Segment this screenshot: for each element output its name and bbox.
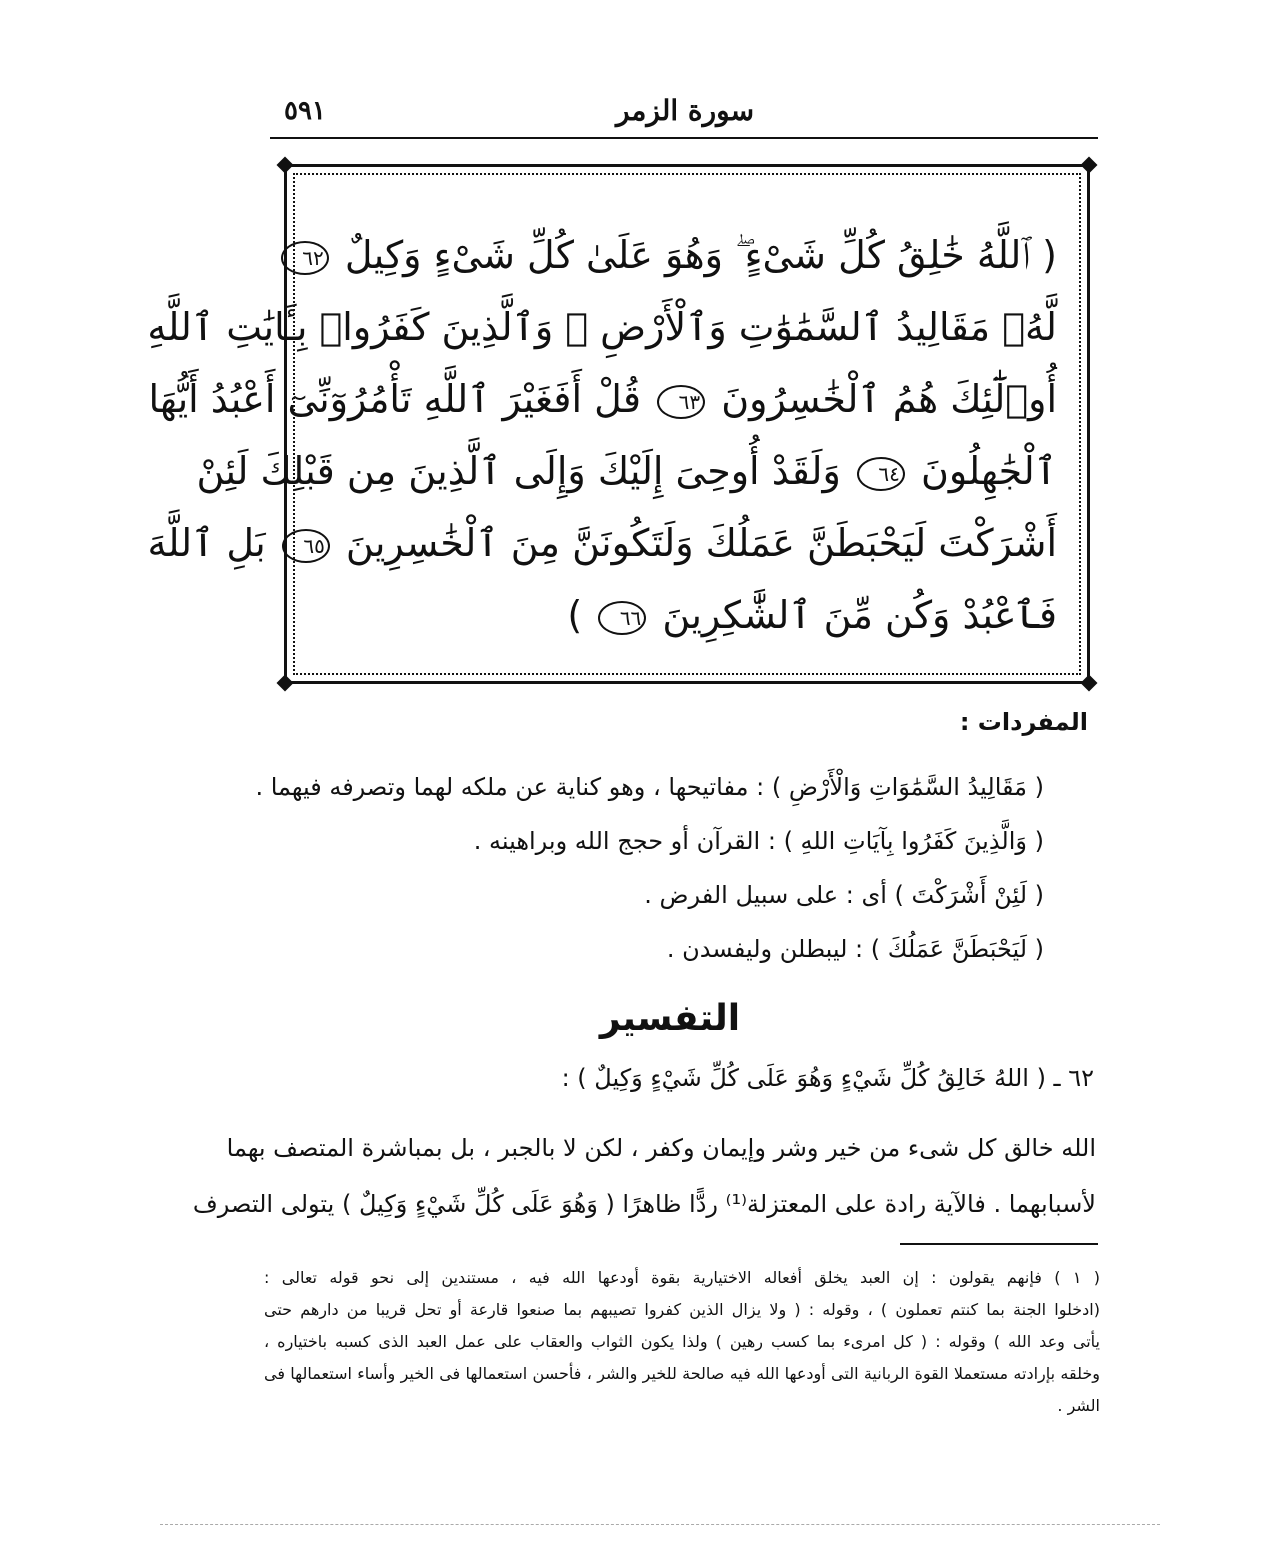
vocabulary-heading: المفردات :: [959, 708, 1088, 736]
verse-text: ( ٱللَّهُ خَٰلِقُ كُلِّ شَىْءٍ ۖ وَهُوَ عَلَىٰ كُلِّ شَىْءٍ وَكِيلٌ: [344, 233, 1057, 277]
footnotes: [264, 1262, 1100, 1422]
verse-text: وَلَقَدْ أُوحِىَ إِلَيْكَ وَإِلَى ٱلَّذِينَ مِن قَبْلِكَ لَئِنْ: [196, 449, 841, 493]
quran-verses: [147, 219, 1057, 651]
verse-line: [147, 507, 1057, 579]
ayah-number-marker: ٦٥: [282, 529, 330, 563]
scan-edge-line: [160, 1524, 1160, 1525]
commentary-text: [192, 1120, 1096, 1232]
ayah-number-marker: ٦٦: [598, 601, 646, 635]
frame-corner-ornament: [277, 157, 294, 174]
footnote-line: يأتى وعد الله ) وقوله : ( كل امرىء بما كسب رهين ) ولذا يكون الثواب والعقاب على عمل العبد الذى كسبه باختياره ،: [264, 1332, 1100, 1351]
ayah-number-marker: ٦٣: [657, 385, 705, 419]
verse-text: قُلْ أَفَغَيْرَ ٱللَّهِ تَأْمُرُوٓنِّىٓ أَعْبُدُ أَيُّهَا: [148, 377, 642, 421]
header-divider: [270, 137, 1098, 139]
footnote-line: الشر .: [1057, 1396, 1100, 1415]
verse-line: [147, 291, 1057, 363]
frame-corner-ornament: [277, 675, 294, 692]
frame-corner-ornament: [1081, 675, 1098, 692]
vocabulary-item: ( لَيَحْبَطَنَّ عَمَلُكَ ) : ليبطلن وليفسدن .: [666, 935, 1044, 963]
vocabulary-item: ( لَئِنْ أَشْرَكْتَ ) أى : على سبيل الفرض .: [644, 881, 1044, 909]
verse-text: بَلِ ٱللَّهَ: [147, 521, 266, 565]
surah-title: سورة الزمر: [615, 94, 755, 127]
commentary-line: لأسبابهما . فالآية رادة على المعتزلة⁽¹⁾ ردًّا ظاهرًا ( وَهُوَ عَلَى كُلِّ شَيْءٍ وَكِيلٌ ) يتولى التصرف: [192, 1190, 1096, 1218]
footnote-divider: [900, 1243, 1098, 1245]
quran-text-frame: [147, 164, 1090, 684]
verse-line: [302, 219, 1057, 291]
verse-text: لَّهُۥ مَقَالِيدُ ٱلسَّمَٰوَٰتِ وَٱلْأَرْضِ ۗ وَٱلَّذِينَ كَفَرُوا۟ بِـَٔايَٰتِ ٱللَّهِ: [147, 305, 1057, 349]
verse-text: ٱلْجَٰهِلُونَ: [920, 449, 1057, 493]
tafsir-heading: التفسير: [599, 998, 741, 1039]
verse-text: أَشْرَكْتَ لَيَحْبَطَنَّ عَمَلُكَ وَلَتَكُونَنَّ مِنَ ٱلْخَٰسِرِينَ: [345, 521, 1057, 565]
vocabulary-item: ( وَالَّذِينَ كَفَرُوا بِآيَاتِ اللهِ ) : القرآن أو حجج الله وبراهينه .: [473, 827, 1044, 855]
footnote-line: وخلقه بإرادته مستعملا القوة الربانية التى أودعها الله فيه صالحة للخير والشر ، فأحسن استعمالها فى الخير وأساء استعمالها فى: [264, 1364, 1100, 1383]
ayah-number-marker: ٦٢: [281, 241, 329, 275]
verse-line: [196, 435, 1057, 507]
frame-corner-ornament: [1081, 157, 1098, 174]
page-header: [270, 88, 1100, 138]
verse-line: [317, 579, 1057, 651]
verse-text: أُو۟لَٰٓئِكَ هُمُ ٱلْخَٰسِرُونَ: [721, 377, 1057, 421]
footnote-line: (ادخلوا الجنة بما كنتم تعملون ) ، وقوله : ( ولا يزال الذين كفروا تصيبهم بما صنعوا قارعة أو تحل قريبا من دارهم حتى: [264, 1300, 1100, 1319]
commented-verse: ٦٢ ـ ( اللهُ خَالِقُ كُلِّ شَيْءٍ وَهُوَ عَلَى كُلِّ شَيْءٍ وَكِيلٌ ) :: [561, 1064, 1094, 1092]
page-number: ٥٩١: [284, 96, 326, 126]
vocabulary-item: ( مَقَالِيدُ السَّمَٰوَاتِ وَالْأَرْضِ ) : مفاتيحها ، وهو كناية عن ملكه لهما وتصرفه فيهما .: [255, 773, 1044, 801]
footnote-line: ( ١ ) فإنهم يقولون : إن العبد يخلق أفعاله الاختيارية بقوة أودعها الله فيه ، مستندين إلى نحو قوله تعالى :: [264, 1268, 1101, 1287]
ayah-number-marker: ٦٤: [857, 457, 905, 491]
vocabulary-list: [255, 760, 1044, 976]
verse-text: فَٱعْبُدْ وَكُن مِّنَ ٱلشَّٰكِرِينَ: [662, 593, 1057, 637]
verse-line: [148, 363, 1057, 435]
commentary-line: الله خالق كل شىء من خير وشر وإيمان وكفر ، لكن لا بالجبر ، بل بمباشرة المتصف بهما: [226, 1134, 1096, 1162]
verse-text: ): [567, 593, 583, 637]
